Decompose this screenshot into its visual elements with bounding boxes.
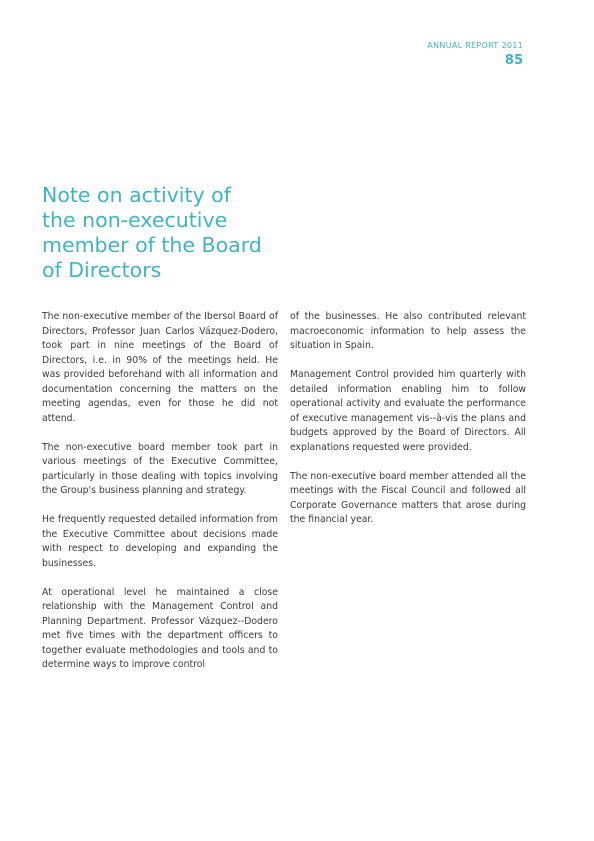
paragraph: The non-executive board member took part in various meetings of the Executive Committee, particularly in those dealing with topics involving the Group's business planning and strategy. bbox=[42, 441, 278, 496]
page-number: 85 bbox=[504, 53, 523, 68]
section-title: Note on activity of the non-executive member of the Board of Directors bbox=[42, 183, 262, 282]
paragraph: The non-executive board member attended all the meetings with the Fiscal Council and followed all Corporate Governance matters that arose during the financial year. bbox=[290, 470, 526, 525]
text-column-right bbox=[290, 310, 526, 542]
page-header bbox=[427, 40, 523, 69]
report-label: ANNUAL REPORT 2011 bbox=[427, 41, 523, 50]
paragraph: At operational level he maintained a close relationship with the Management Control and Planning Department. Professor Vázquez--Dodero met five times with the department officers to together evaluate methodologies and tools and to determine ways to improve control bbox=[42, 586, 278, 670]
paragraph: Management Control provided him quarterly with detailed information enabling him to follow operational activity and evaluate the performance of executive management vis--à-vis the plans and budgets approved by the Board of Directors. All explanations requested were provided. bbox=[290, 369, 526, 453]
paragraph: of the businesses. He also contributed relevant macroeconomic information to help assess the situation in Spain. bbox=[290, 311, 526, 351]
paragraph: The non-executive member of the Ibersol Board of Directors, Professor Juan Carlos Vázquez-Dodero, took part in nine meetings of the Board of Directors, i.e. in 90% of the meetings held. He was provided beforehand with all information and documentation concerning the matters on the meeting agendas, even for those he did not attend. bbox=[42, 311, 278, 424]
paragraph: He frequently requested detailed information from the Executive Committee about decisions made with respect to developing and expanding the businesses. bbox=[42, 514, 278, 569]
text-column-left bbox=[42, 310, 278, 687]
